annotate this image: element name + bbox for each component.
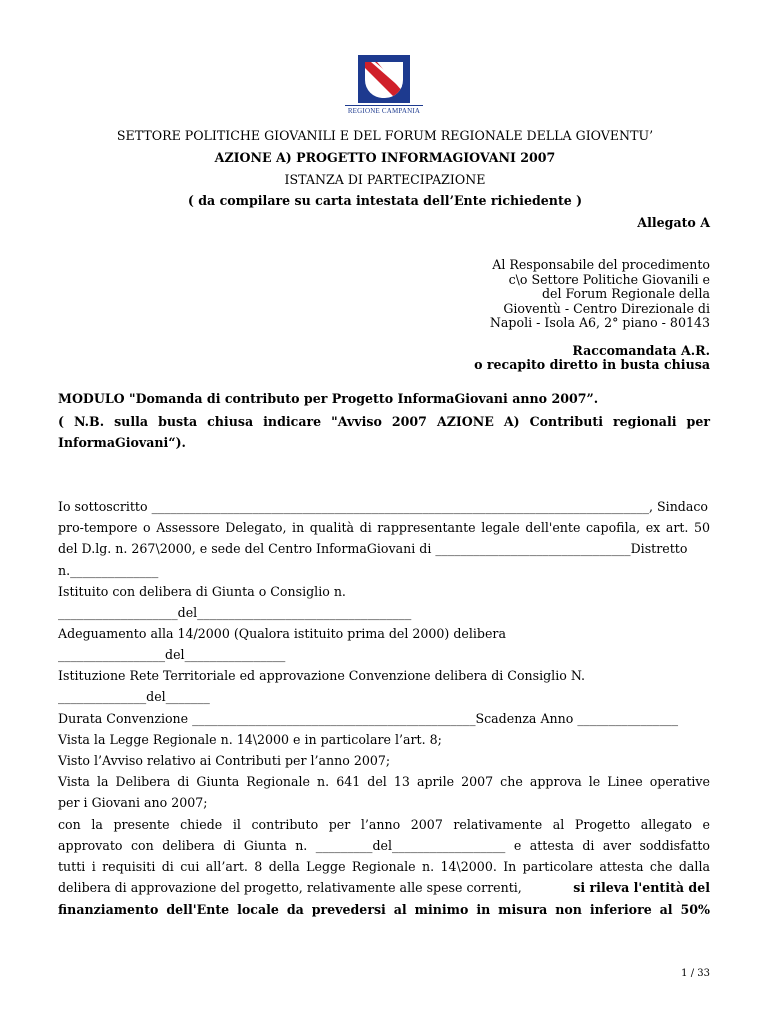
- header-action: AZIONE A) PROGETTO INFORMAGIOVANI 2007: [214, 150, 556, 165]
- delivery-method-alt: o recapito diretto in busta chiusa: [474, 357, 710, 372]
- recipient-line: c\o Settore Politiche Giovanili e: [508, 271, 710, 287]
- recipient-address: [490, 258, 710, 331]
- page-number: 1 / 33: [681, 968, 710, 979]
- allegato-label: Allegato A: [637, 215, 710, 230]
- body-line: _________________del________________: [58, 647, 286, 662]
- regione-campania-logo: [345, 55, 423, 121]
- modulo-title: MODULO "Domanda di contributo per Progetto InformaGiovani anno 2007”.: [58, 391, 599, 406]
- logo-caption: REGIONE CAMPANIA: [345, 105, 423, 115]
- body-text: delibera di approvazione del progetto, relativamente alle spese correnti,: [58, 880, 522, 895]
- body-line: con la presente chiede il contributo per l’anno 2007 relativamente al Progetto allegato e: [58, 817, 710, 832]
- body-line: Adeguamento alla 14/2000 (Qualora istituito prima del 2000) delibera: [58, 626, 506, 641]
- body-line: n.______________: [58, 563, 159, 578]
- header-sector: SETTORE POLITICHE GIOVANILI E DEL FORUM REGIONALE DELLA GIOVENTU’: [116, 128, 654, 143]
- body-line: [58, 878, 710, 898]
- delivery-method: Raccomandata A.R.: [572, 343, 710, 358]
- body-line: del D.lg. n. 267\2000, e sede del Centro InformaGiovani di _______________________________Distretto: [58, 541, 688, 556]
- body-line: ___________________del__________________________________: [58, 605, 412, 620]
- body-line-bold: finanziamento dell'Ente locale da prevedersi al minimo in misura non inferiore al 50%: [58, 902, 710, 917]
- body-line: Durata Convenzione _____________________________________________Scadenza Anno ________________: [58, 711, 679, 726]
- body-line: approvato con delibera di Giunta n. _________del__________________ e attesta di aver soddisfatto: [58, 838, 710, 853]
- body-line: pro-tempore o Assessore Delegato, in qualità di rappresentante legale dell'ente capofila, ex art. 50: [58, 520, 710, 535]
- recipient-line: Al Responsabile del procedimento: [492, 257, 710, 272]
- body-line: Io sottoscritto _______________________________________________________________________________, Sindaco: [58, 499, 709, 514]
- body-text-bold: si rileva l'entità del: [573, 880, 710, 895]
- body-line: Visto l’Avviso relativo ai Contributi per l’anno 2007;: [58, 753, 391, 768]
- body-line: Istituzione Rete Territoriale ed approvazione Convenzione delibera di Consiglio N.: [58, 668, 586, 683]
- body-line: per i Giovani ano 2007;: [58, 795, 208, 810]
- recipient-line: Gioventù - Centro Direzionale di: [503, 300, 710, 316]
- body-line: tutti i requisiti di cui all’art. 8 della Legge Regionale n. 14\2000. In particolare attesta che dalla: [58, 859, 710, 874]
- header-application: ISTANZA DI PARTECIPAZIONE: [284, 172, 486, 187]
- body-line: Vista la Legge Regionale n. 14\2000 e in particolare l’art. 8;: [58, 732, 442, 747]
- body-line: ______________del_______: [58, 689, 210, 704]
- body-line: Vista la Delibera di Giunta Regionale n. 641 del 13 aprile 2007 che approva le Linee operative: [58, 774, 710, 789]
- coat-of-arms-shield: [358, 55, 410, 103]
- recipient-line: Napoli - Isola A6, 2° piano - 80143: [489, 315, 710, 330]
- recipient-line: del Forum Regionale della: [541, 286, 710, 301]
- body-line: Istituito con delibera di Giunta o Consiglio n.: [58, 584, 346, 599]
- modulo-note-cont: InformaGiovani“).: [58, 435, 186, 450]
- modulo-note: ( N.B. sulla busta chiusa indicare "Avviso 2007 AZIONE A) Contributi regionali per: [58, 414, 710, 429]
- header-note: ( da compilare su carta intestata dell’Ente richiedente ): [187, 193, 583, 208]
